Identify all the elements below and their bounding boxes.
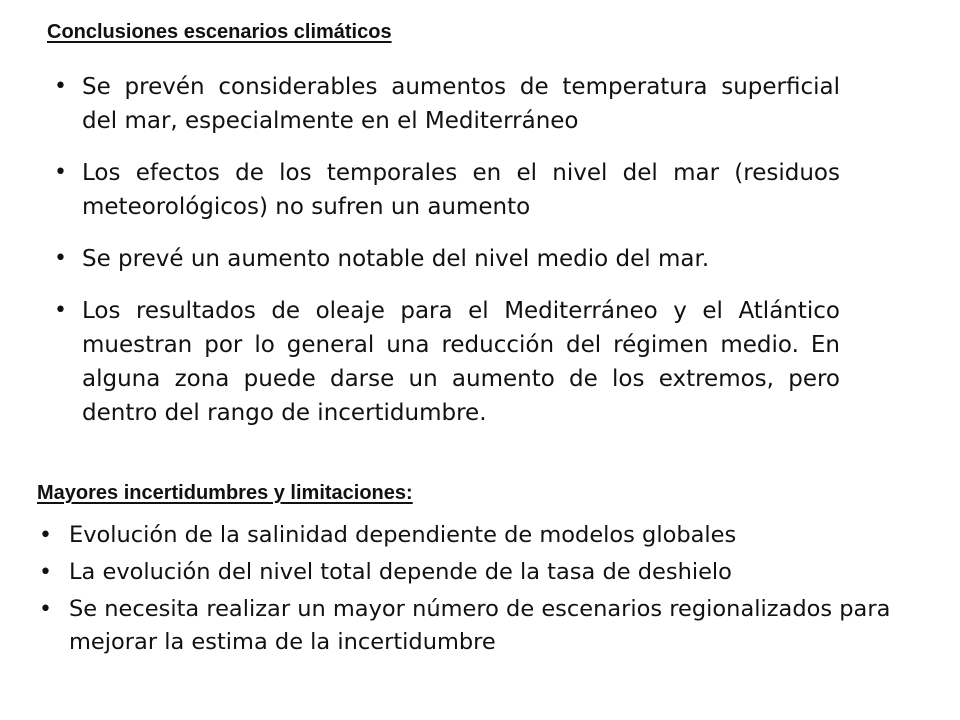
list-item — [54, 242, 840, 276]
list-item — [54, 70, 840, 138]
bullet-icon: • — [54, 160, 67, 185]
conclusion-text: Los resultados de oleaje para el Mediterráneo y el Atlántico muestran por lo general una reducción del régimen medio. En alguna zona puede darse un aumento de los extremos, pero dentro del rango de incertidumbre. — [82, 298, 840, 426]
limitations-heading: Mayores incertidumbres y limitaciones: — [37, 482, 413, 504]
bullet-icon: • — [39, 597, 52, 622]
list-item — [39, 593, 899, 659]
list-item — [39, 519, 899, 552]
limitation-text: Evolución de la salinidad dependiente de modelos globales — [69, 522, 737, 548]
list-item — [39, 556, 899, 589]
conclusions-list — [54, 70, 840, 448]
bullet-icon: • — [54, 74, 67, 99]
conclusion-text: Se prevén considerables aumentos de temperatura superficial del mar, especialmente en el Mediterráneo — [82, 74, 840, 134]
bullet-icon: • — [54, 298, 67, 323]
conclusion-text: Los efectos de los temporales en el nivel del mar (residuos meteorológicos) no sufren un aumento — [82, 160, 840, 220]
bullet-icon: • — [39, 523, 52, 548]
limitation-text: La evolución del nivel total depende de la tasa de deshielo — [69, 559, 732, 585]
bullet-icon: • — [39, 560, 52, 585]
list-item — [54, 156, 840, 224]
list-item — [54, 294, 840, 430]
conclusions-heading: Conclusiones escenarios climáticos — [47, 21, 392, 43]
limitation-text: Se necesita realizar un mayor número de escenarios regionalizados para mejorar la estima de la incertidumbre — [69, 596, 891, 655]
limitations-list — [39, 519, 899, 663]
conclusion-text: Se prevé un aumento notable del nivel medio del mar. — [82, 246, 710, 272]
bullet-icon: • — [54, 246, 67, 271]
